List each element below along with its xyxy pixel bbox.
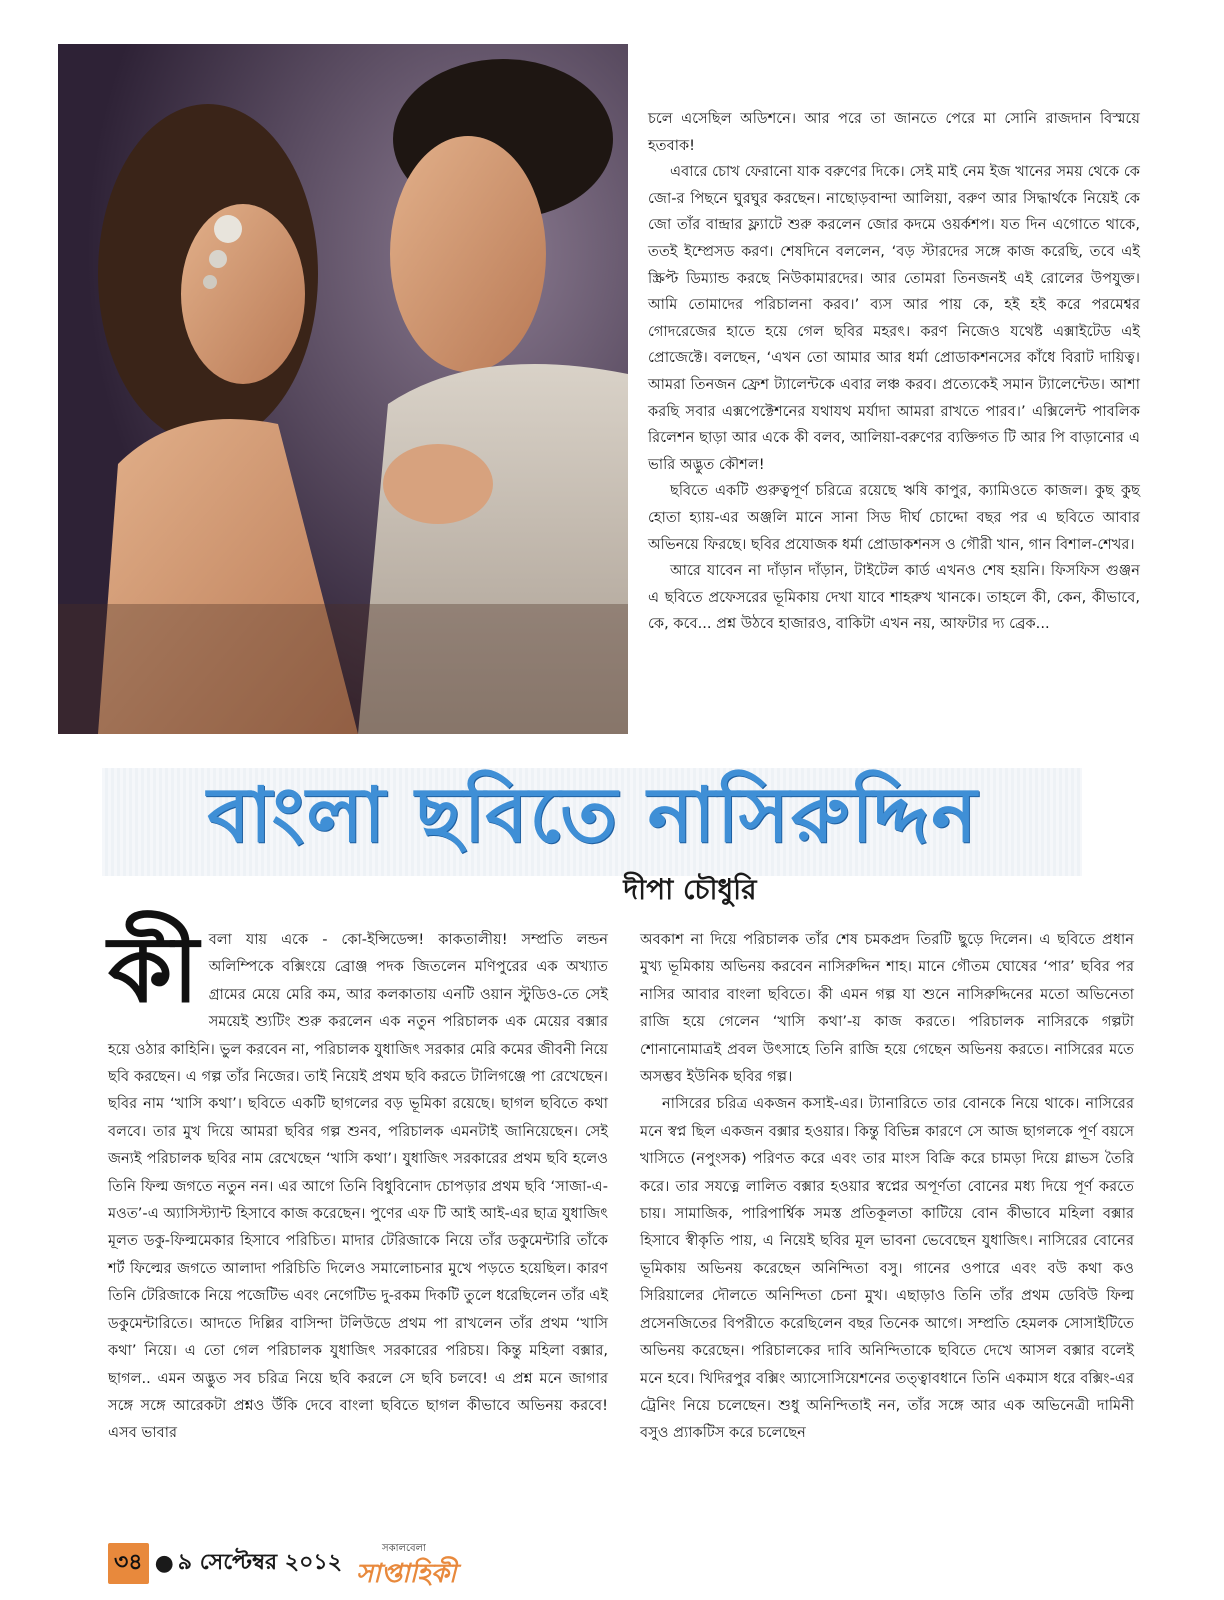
- couple-photo-illustration: [58, 44, 628, 734]
- issue-date: ৯ সেপ্টেম্বর ২০১২: [177, 1549, 342, 1575]
- magazine-logo-small: সকালবেলা: [382, 1543, 426, 1554]
- magazine-logo-name: সাপ্তাহিকী: [356, 1559, 457, 1589]
- bullet-icon: ●: [154, 1550, 174, 1576]
- article-paragraph: অবকাশ না দিয়ে পরিচালক তাঁর শেষ চমকপ্রদ তিরটি ছুড়ে দিলেন। এ ছবিতে প্রধান মুখ্য ভূমিকায় অভিনয় করবেন নাসিরুদ্দিন শাহ। মানে গৌতম ঘোষের ‘পার’ ছবির পর নাসির আবার বাংলা ছবিতে। কী এমন গল্প যা শুনে নাসিরুদ্দিনের মতো অভিনেতা রাজি হয়ে গেলেন ‘খাসি কথা’-য় কাজ করতে। পরিচালক নাসিরকে গল্পটা শোনানোমাত্রই প্রবল উৎসাহে তিনি রাজি হয়ে গেছেন অভিনয় করতে। নাসিরের মতে অসম্ভব ইউনিক ছবির গল্প।: [640, 931, 1134, 1086]
- article-column-right: [640, 926, 1134, 1447]
- top-paragraph: এবারে চোখ ফেরানো যাক বরুণের দিকে। সেই মাই নেম ইজ খানের সময় থেকে কে জো-র পিছনে ঘুরঘুর করছেন। নাছোড়বান্দা আলিয়া, বরুণ আর সিদ্ধার্থকে নিয়েই কে জো তাঁর বান্দ্রার ফ্ল্যাটে শুরু করলেন জোর কদমে ওয়র্কশপ। যত দিন এগোতে থাকে, ততই ইম্প্রেসড করণ। শেষদিনে বললেন, ‘বড় স্টারদের সঙ্গে কাজ করেছি, তবে এই স্ক্রিপ্ট ডিম্যান্ড করছে নিউকামারদের। আর তোমরা তিনজনই এই রোলের উপযুক্ত। আমি তোমাদের পরিচালনা করব।’ ব্যস আর পায় কে, হই হই করে পরমেশ্বর গোদরেজের হাতে হয়ে গেল ছবির মহরৎ। করণ নিজেও যথেষ্ট এক্সাইটেড এই প্রোজেক্টে। বলছেন, ‘এখন তো আমার আর ধর্মা প্রোডাকশনসের কাঁধে বিরাট দায়িত্ব। আমরা তিনজন ফ্রেশ ট্যালেন্টকে এবার লঞ্চ করব। প্রত্যেকেই সমান ট্যালেন্টেড। আশা করছি সবার এক্সপেক্টেশনের যথাযথ মর্যাদা আমরা রাখতে পারব।’ এক্সিলেন্ট পাবলিক রিলেশন ছাড়া আর একে কী বলব, আলিয়া-বরুণের ব্যক্তিগত টি আর পি বাড়ানোর এ ভারি অদ্ভুত কৌশল!: [648, 163, 1140, 473]
- top-paragraph: আরে যাবেন না দাঁড়ান দাঁড়ান, টাইটেল কার্ড এখনও শেষ হয়নি। ফিসফিস গুঞ্জন এ ছবিতে প্রফেসরের ভূমিকায় দেখা যাবে শাহরুখ খানকে। তাহলে কী, কেন, কীভাবে, কে, কবে... প্রশ্ন উঠবে হাজারও, বাকিটা এখন নয়, আফটার দ্য ব্রেক...: [648, 562, 1140, 633]
- magazine-logo: [356, 1543, 457, 1589]
- top-paragraph: চলে এসেছিল অডিশনে। আর পরে তা জানতে পেরে মা সোনি রাজদান বিস্ময়ে হতবাক!: [648, 110, 1140, 154]
- top-article-text: [648, 106, 1140, 638]
- page-number: ৩৪: [108, 1543, 149, 1584]
- article-headline: বাংলা ছবিতে নাসিরুদ্দিন: [207, 769, 979, 859]
- article-paragraph: নাসিরের চরিত্র একজন কসাই-এর। ট্যানারিতে তার বোনকে নিয়ে থাকে। নাসিরের মনে স্বপ্ন ছিল একজন বক্সার হওয়ার। কিন্তু বিভিন্ন কারণে সে আজ ছাগলকে পূর্ণ বয়সে খাসিতে (নপুংসক) পরিণত করে এবং তার মাংস বিক্রি করে চামড়া দিয়ে গ্লাভস তৈরি করে। তার সযত্নে লালিত বক্সার হওয়ার স্বপ্নের অপূর্ণতা বোনের মধ্য দিয়ে পূর্ণ করতে চায়। সামাজিক, পারিপার্শ্বিক সমস্ত প্রতিকূলতা কাটিয়ে বোন কীভাবে মহিলা বক্সার হিসাবে স্বীকৃতি পায়, এ নিয়েই ছবির মূল ভাবনা ভেবেছেন যুধাজিৎ। নাসিরের বোনের ভূমিকায় অভিনয় করেছেন অনিন্দিতা বসু। গানের ওপারে এবং বউ কথা কও সিরিয়ালের দৌলতে অনিন্দিতা চেনা মুখ। এছাড়াও তিনি তাঁর প্রথম ডেবিউ ফিল্ম প্রসেনজিতের বিপরীতে করেছিলেন বছর তিনেক আগে। সম্প্রতি হেমলক সোসাইটিতে অভিনয় করেছেন। পরিচালকের দাবি অনিন্দিতাকে ছবিতে দেখে আসল বক্সার বলেই মনে হবে। খিদিরপুর বক্সিং অ্যাসোসিয়েশনের তত্ত্বাবধানে তিনি একমাস ধরে বক্সিং-এর ট্রেনিং নিয়ে চলেছেন। শুধু অনিন্দিতাই নন, তাঁর সঙ্গে আর এক অভিনেত্রী দামিনী বসুও প্র্যাকটিস করে চলেছেন: [640, 1095, 1134, 1442]
- page-footer: [108, 1543, 457, 1589]
- article-photo: [58, 44, 628, 734]
- top-paragraph: ছবিতে একটি গুরুত্বপূর্ণ চরিত্রে রয়েছে ঋষি কাপুর, ক্যামিওতে কাজল। কুছ কুছ হোতা হ্যায়-এর অঞ্জলি মানে সানা সিড দীর্ঘ চোদ্দো বছর পর এ ছবিতে আবার অভিনয়ে ফিরছে। ছবির প্রযোজক ধর্মা প্রোডাকশনস ও গৌরী খান, গান বিশাল-শেখর।: [648, 482, 1140, 553]
- article-paragraph: বলা যায় একে - কো-ইন্সিডেন্স! কাকতালীয়! সম্প্রতি লন্ডন অলিম্পিকে বক্সিংয়ে ব্রোঞ্জ পদক জিতলেন মণিপুরের এক অখ্যাত গ্রামের মেয়ে মেরি কম, আর কলকাতায় এনটি ওয়ান স্টুডিও-তে সেই সময়েই শ্যুটিং শুরু করলেন এক নতুন পরিচালক এক মেয়ের বক্সার হয়ে ওঠার কাহিনি। ভুল করবেন না, পরিচালক যুধাজিৎ সরকার মেরি কমের জীবনী নিয়ে ছবি করছেন। এ গল্প তাঁর নিজের। তাই নিয়েই প্রথম ছবি করতে টালিগঞ্জে পা রেখেছেন। ছবির নাম ‘খাসি কথা’। ছবিতে একটি ছাগলের বড় ভূমিকা রয়েছে। ছাগল ছবিতে কথা বলবে। তার মুখ দিয়ে আমরা ছবির গল্প শুনব, পরিচালক এমনটাই জানিয়েছেন। সেই জন্যই পরিচালক ছবির নাম রেখেছেন ‘খাসি কথা’। যুধাজিৎ সরকারের প্রথম ছবি হলেও তিনি ফিল্ম জগতে নতুন নন। এর আগে তিনি বিধুবিনোদ চোপড়ার প্রথম ছবি ‘সাজা-এ-মওত’-এ অ্যাসিস্ট্যান্ট হিসাবে কাজ করেছেন। পুণের এফ টি আই আই-এর ছাত্র যুধাজিৎ মূলত ডকু-ফিল্মমেকার হিসাবে পরিচিত। মাদার টেরিজাকে নিয়ে তাঁর ডকুমেন্টারি তাঁকে শর্ট ফিল্মের জগতে আলাদা পরিচিতি দিলেও সমালোচনার মুখে পড়তে হয়েছিল। কারণ তিনি টেরিজাকে নিয়ে পজেটিভ এবং নেগেটিভ দু-রকম দিকটি তুলে ধরেছিলেন তাঁর এই ডকুমেন্টারিতে। আদতে দিল্লির বাসিন্দা টলিউডে প্রথম পা রাখলেন তাঁর প্রথম ‘খাসি কথা’ নিয়ে। এ তো গেল পরিচালক যুধাজিৎ সরকারের পরিচয়। কিন্তু মহিলা বক্সার, ছাগল.. এমন অদ্ভুত সব চরিত্র নিয়ে ছবি করলে সে ছবি চলবে! এ প্রশ্ন মনে জাগার সঙ্গে সঙ্গে আরেকটা প্রশ্নও উঁকি দেবে বাংলা ছবিতে ছাগল কীভাবে অভিনয় করবে! এসব ভাবার: [108, 931, 608, 1442]
- article-column-left: [108, 916, 608, 1447]
- author-byline: দীপা চৌধুরি: [623, 873, 757, 906]
- drop-cap: কী: [108, 916, 199, 1023]
